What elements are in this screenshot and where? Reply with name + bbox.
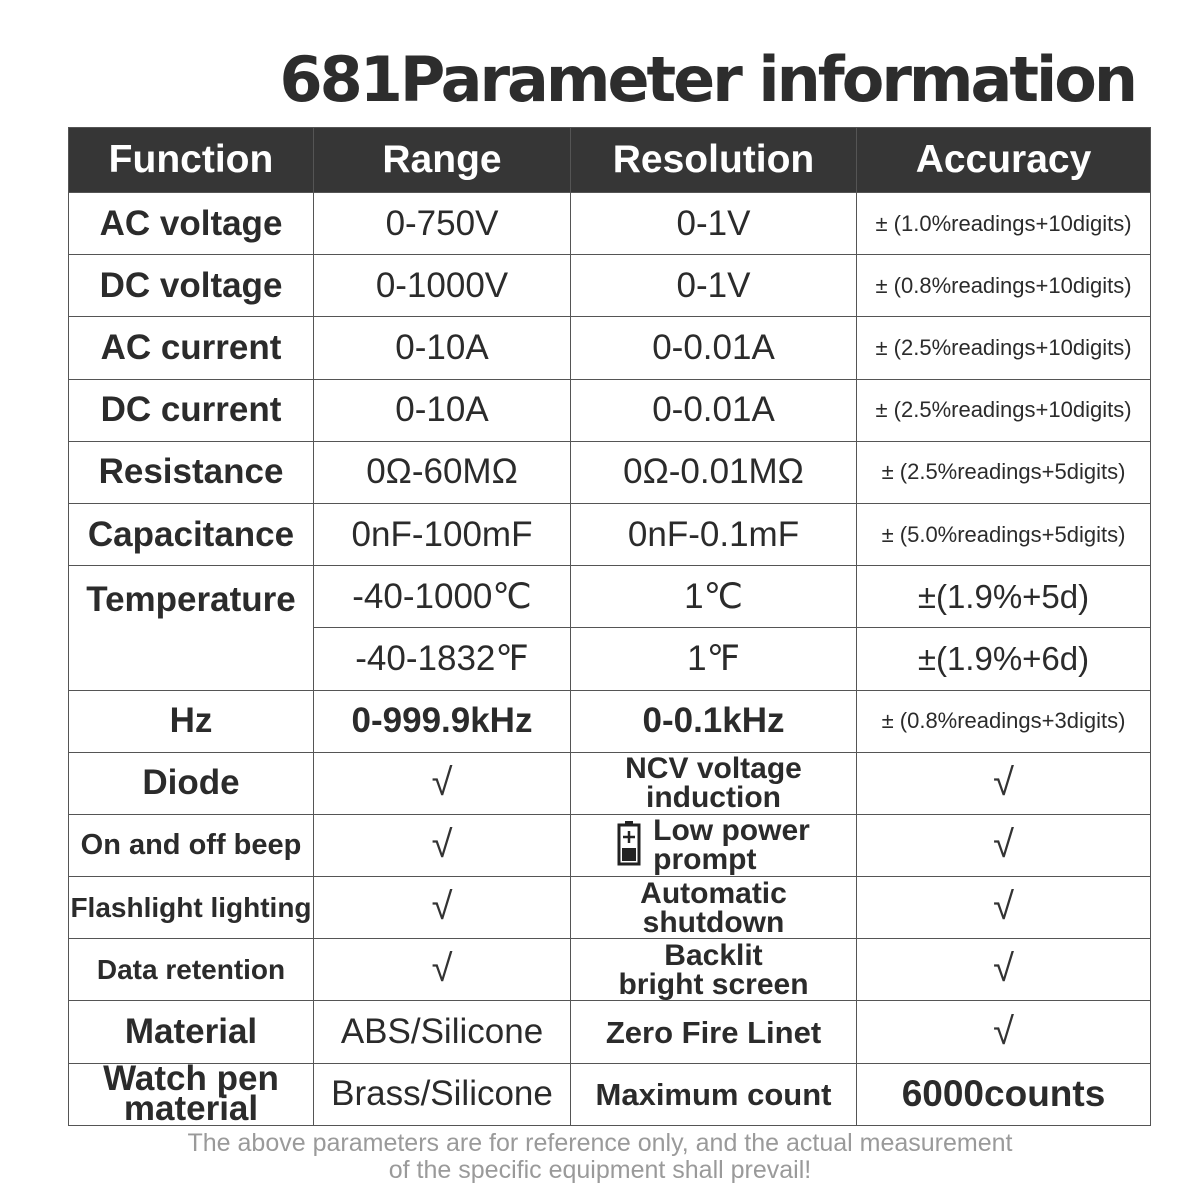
- resolution-cell: 0-1V: [571, 255, 857, 317]
- resolution-cell: 0nF-0.1mF: [571, 503, 857, 565]
- feature-line: NCV voltage: [625, 752, 802, 786]
- resolution-cell: 0-1V: [571, 193, 857, 255]
- header-range: Range: [314, 128, 571, 193]
- function-cell: Resistance: [69, 441, 314, 503]
- feature-cell: [571, 814, 857, 876]
- table-row: [69, 503, 1151, 565]
- function-cell: Diode: [69, 752, 314, 814]
- table-row: [69, 566, 1151, 628]
- count-cell: 6000counts: [857, 1063, 1151, 1125]
- check-mark: √: [314, 814, 571, 876]
- range-cell: Brass/Silicone: [314, 1063, 571, 1125]
- function-cell: AC current: [69, 317, 314, 379]
- range-cell: 0Ω-60MΩ: [314, 441, 571, 503]
- function-cell: DC voltage: [69, 255, 314, 317]
- resolution-cell: 0-0.1kHz: [571, 690, 857, 752]
- accuracy-cell: ± (2.5%readings+10digits): [857, 317, 1151, 379]
- resolution-cell: 0-0.01A: [571, 379, 857, 441]
- check-mark: √: [857, 877, 1151, 939]
- function-cell: AC voltage: [69, 193, 314, 255]
- table-row: [69, 441, 1151, 503]
- check-mark: √: [857, 752, 1151, 814]
- accuracy-cell: ± (0.8%readings+3digits): [857, 690, 1151, 752]
- table-row: [69, 193, 1151, 255]
- feature-cell: [571, 752, 857, 814]
- function-cell: [69, 1063, 314, 1125]
- table-row: [69, 317, 1151, 379]
- range-cell: 0nF-100mF: [314, 503, 571, 565]
- function-cell: Material: [69, 1001, 314, 1063]
- feature-line: bright screen: [618, 967, 809, 1001]
- accuracy-cell: ± (2.5%readings+10digits): [857, 379, 1151, 441]
- function-cell: Flashlight lighting: [69, 877, 314, 939]
- table-row: [69, 690, 1151, 752]
- check-mark: √: [314, 752, 571, 814]
- feature-cell: Zero Fire Linet: [571, 1001, 857, 1063]
- range-cell: 0-1000V: [314, 255, 571, 317]
- resolution-cell: 0Ω-0.01MΩ: [571, 441, 857, 503]
- check-mark: √: [857, 939, 1151, 1001]
- disclaimer: [0, 1130, 1200, 1184]
- function-line: material: [123, 1089, 259, 1126]
- disclaimer-line: of the specific equipment shall prevail!: [388, 1156, 812, 1184]
- function-cell: Data retention: [69, 939, 314, 1001]
- range-cell: -40-1000℃: [314, 566, 571, 628]
- table-row: [69, 255, 1151, 317]
- range-cell: 0-10A: [314, 317, 571, 379]
- check-mark: √: [857, 1001, 1151, 1063]
- feature-line: prompt: [653, 843, 757, 877]
- function-cell: Hz: [69, 690, 314, 752]
- table-row: [69, 877, 1151, 939]
- feature-line: Backlit: [664, 938, 763, 972]
- check-mark: √: [857, 814, 1151, 876]
- page-title: 681Parameter information: [279, 43, 1135, 116]
- feature-cell: [571, 939, 857, 1001]
- function-line: Watch pen: [103, 1063, 279, 1099]
- range-cell: 0-750V: [314, 193, 571, 255]
- table-row: [69, 1001, 1151, 1063]
- check-mark: √: [314, 877, 571, 939]
- feature-line: Low power: [653, 814, 810, 848]
- resolution-cell: 1℉: [571, 628, 857, 690]
- accuracy-cell: ± (1.0%readings+10digits): [857, 193, 1151, 255]
- header-accuracy: Accuracy: [857, 128, 1151, 193]
- accuracy-cell: ± (0.8%readings+10digits): [857, 255, 1151, 317]
- parameter-table: [68, 127, 1151, 1126]
- range-cell: 0-999.9kHz: [314, 690, 571, 752]
- accuracy-cell: ±(1.9%+5d): [857, 566, 1151, 628]
- range-cell: -40-1832℉: [314, 628, 571, 690]
- function-cell: On and off beep: [69, 814, 314, 876]
- feature-line: Automatic: [640, 876, 787, 910]
- resolution-cell: 1℃: [571, 566, 857, 628]
- table-row: [69, 939, 1151, 1001]
- table-header-row: [69, 128, 1151, 193]
- resolution-cell: 0-0.01A: [571, 317, 857, 379]
- function-cell-temperature: Temperature: [69, 566, 314, 690]
- feature-cell: [571, 877, 857, 939]
- table-row: [69, 814, 1151, 876]
- check-mark: √: [314, 939, 571, 1001]
- feature-line: induction: [646, 781, 781, 815]
- disclaimer-line: The above parameters are for reference only, and the actual measurement: [187, 1129, 1013, 1157]
- battery-icon: [617, 820, 641, 871]
- accuracy-cell: ± (2.5%readings+5digits): [857, 441, 1151, 503]
- accuracy-cell: ± (5.0%readings+5digits): [857, 503, 1151, 565]
- feature-cell: Maximum count: [571, 1063, 857, 1125]
- table-row: [69, 379, 1151, 441]
- accuracy-cell: ±(1.9%+6d): [857, 628, 1151, 690]
- feature-line: shutdown: [642, 905, 785, 939]
- table-row: [69, 1063, 1151, 1125]
- header-function: Function: [69, 128, 314, 193]
- function-cell: DC current: [69, 379, 314, 441]
- range-cell: 0-10A: [314, 379, 571, 441]
- function-cell: Capacitance: [69, 503, 314, 565]
- header-resolution: Resolution: [571, 128, 857, 193]
- range-cell: ABS/Silicone: [314, 1001, 571, 1063]
- table-row: [69, 752, 1151, 814]
